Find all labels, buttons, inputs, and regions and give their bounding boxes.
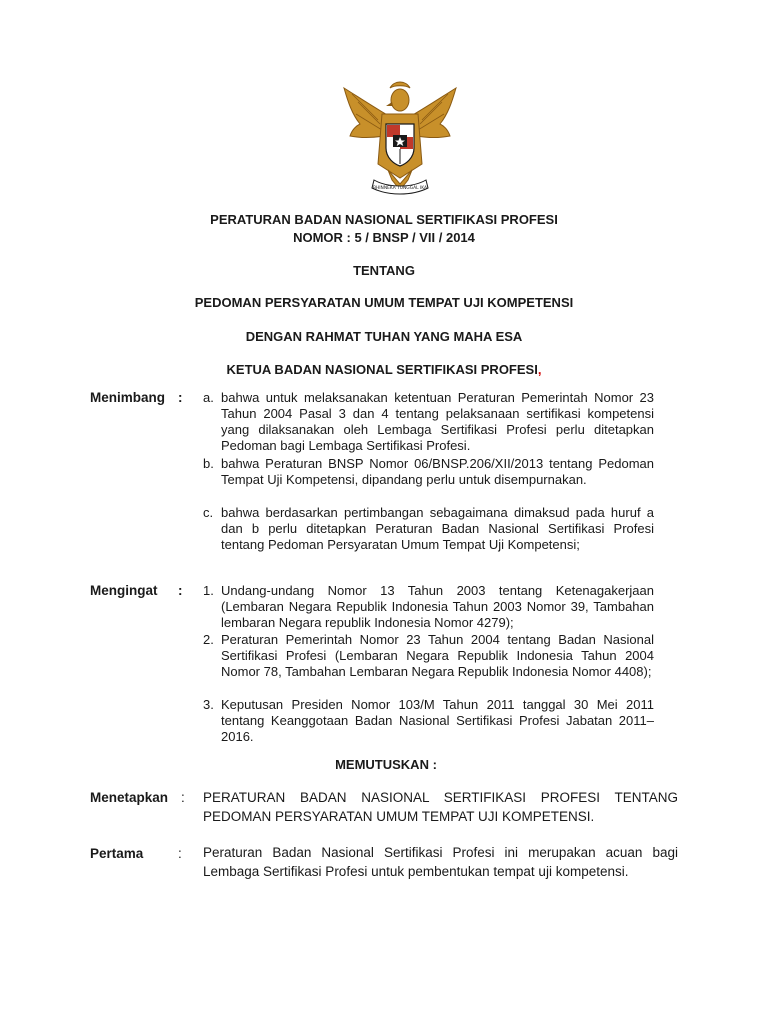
rahmat-line: DENGAN RAHMAT TUHAN YANG MAHA ESA: [245, 329, 523, 344]
mengingat-item-2: [203, 632, 654, 680]
item-marker: 1.: [203, 583, 214, 598]
mengingat-item-1: [203, 583, 654, 631]
pertama-label: Pertama: [90, 846, 144, 861]
memutuskan-heading: MEMUTUSKAN :: [335, 757, 437, 772]
mengingat-label: Mengingat: [90, 583, 158, 598]
item-marker: 2.: [203, 632, 214, 647]
mengingat-colon: :: [178, 583, 183, 598]
regulation-title: PERATURAN BADAN NASIONAL SERTIFIKASI PROFESI: [210, 212, 558, 227]
ketua-comma: ,: [537, 362, 542, 377]
menimbang-item-b: [203, 456, 654, 488]
tentang-heading: TENTANG: [353, 263, 415, 278]
item-text: Undang-undang Nomor 13 Tahun 2003 tentang Ketenagakerjaan (Lembaran Negara Republik Indonesia Tahun 2003 Nomor 39, Tambahan lembaran Negara republik Indonesia Nomor 4279);: [221, 583, 654, 630]
pertama-text: Peraturan Badan Nasional Sertifikasi Profesi ini merupakan acuan bagi Lembaga Sertifikasi Profesi untuk pembentukan tempat uji kompetensi.: [203, 845, 678, 879]
ketua-line: [0, 362, 768, 377]
menimbang-colon: :: [178, 390, 183, 405]
garuda-pancasila-emblem: [338, 80, 462, 198]
item-text: Keputusan Presiden Nomor 103/M Tahun 2011 tanggal 30 Mei 2011 tentang Keanggotaan Badan Nasional Sertifikasi Profesi Jabatan 2011–2016.: [221, 697, 654, 744]
menimbang-item-c: [203, 505, 654, 553]
menetapkan-text: PERATURAN BADAN NASIONAL SERTIFIKASI PROFESI TENTANG PEDOMAN PERSYARATAN UMUM TEMPAT UJI KOMPETENSI.: [203, 790, 678, 824]
menetapkan-label: Menetapkan: [90, 790, 169, 805]
item-text: bahwa untuk melaksanakan ketentuan Peraturan Pemerintah Nomor 23 Tahun 2004 Pasal 3 dan 4 tentang pelaksanaan sertifikasi kompetensi yang dilaksanakan oleh Lembaga Sertifikasi Profesi perlu ditetapkan Pedoman bagi Lembaga Sertifikasi Profesi.: [221, 390, 654, 453]
menimbang-item-a: [203, 390, 654, 454]
item-text: bahwa berdasarkan pertimbangan sebagaimana dimaksud pada huruf a dan b perlu ditetapkan Peraturan Badan Nasional Sertifikasi Profesi tentang Pedoman Persyaratan Umum Tempat Uji Kompetensi;: [221, 505, 654, 552]
menetapkan-colon: :: [181, 790, 185, 805]
regulation-subject: PEDOMAN PERSYARATAN UMUM TEMPAT UJI KOMPETENSI: [194, 295, 574, 310]
item-text: Peraturan Pemerintah Nomor 23 Tahun 2004 tentang Badan Nasional Sertifikasi Profesi (Lembaran Negara Republik Indonesia Tahun 2004 Nomor 78, Tambahan Lembaran Negara Republik Indonesia Nomor 4408);: [221, 632, 654, 679]
pertama-colon: :: [178, 846, 182, 861]
menimbang-label: Menimbang: [90, 390, 166, 405]
item-marker: b.: [203, 456, 214, 471]
regulation-number: NOMOR : 5 / BNSP / VII / 2014: [293, 230, 475, 245]
item-marker: 3.: [203, 697, 214, 712]
mengingat-item-3: [203, 697, 654, 745]
item-marker: a.: [203, 390, 214, 405]
ketua-text: KETUA BADAN NASIONAL SERTIFIKASI PROFESI: [226, 362, 538, 377]
emblem-motto: BHINNEKA TUNGGAL IKA: [372, 186, 428, 191]
item-marker: c.: [203, 505, 214, 520]
item-text: bahwa Peraturan BNSP Nomor 06/BNSP.206/XII/2013 tentang Pedoman Tempat Uji Kompetensi, dipandang perlu untuk disempurnakan.: [221, 456, 654, 487]
